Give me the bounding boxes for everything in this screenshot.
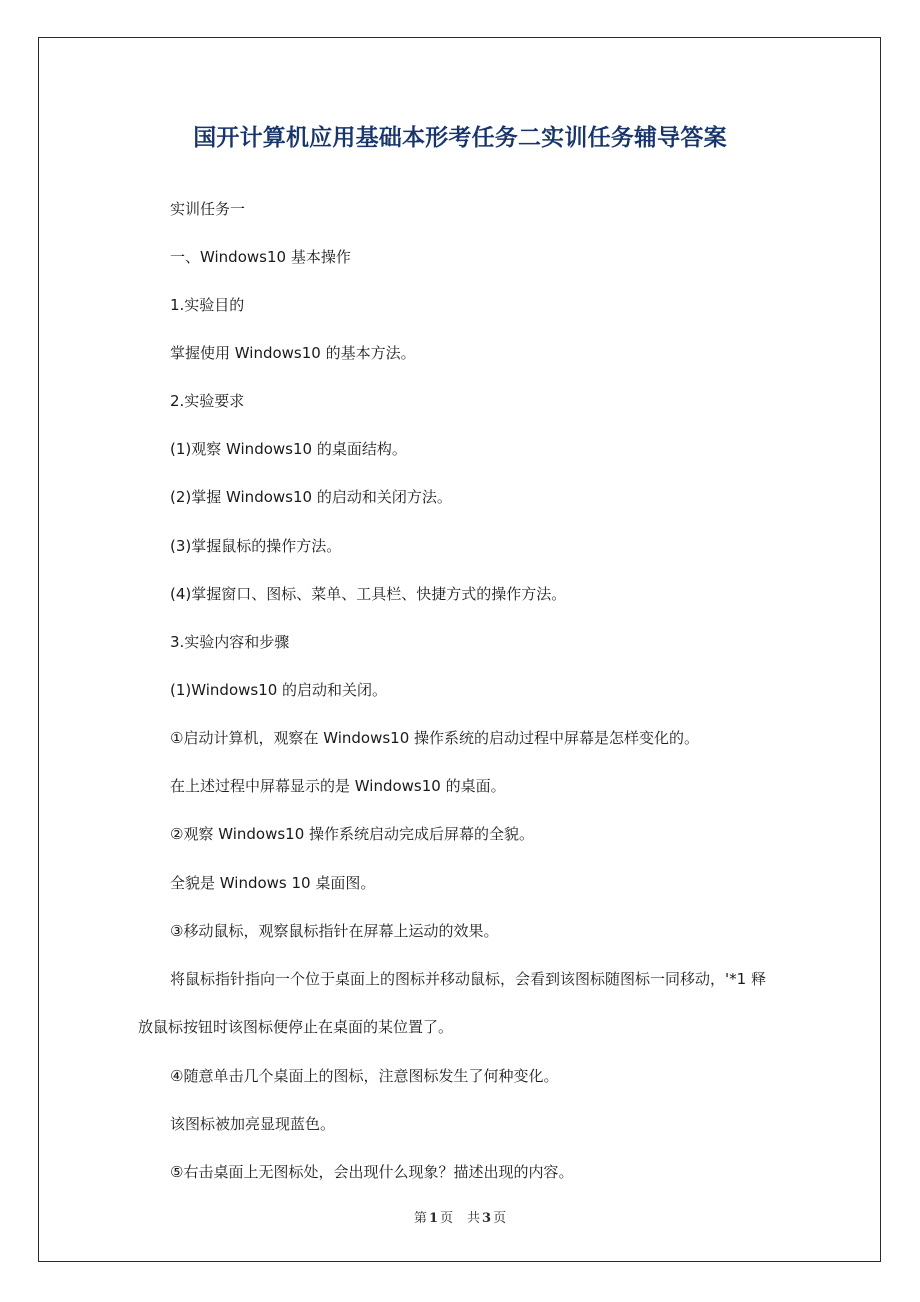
- paragraph-heading-objective: 1.实验目的: [170, 296, 245, 314]
- paragraph-continuation: 放鼠标按钮时该图标便停止在桌面的某位置了。: [138, 1018, 454, 1036]
- footer-page-total: 3: [482, 1211, 492, 1226]
- paragraph: ①启动计算机，观察在 Windows10 操作系统的启动过程中屏幕是怎样变化的。: [170, 729, 700, 747]
- paragraph: 全貌是 Windows 10 桌面图。: [170, 874, 376, 892]
- footer-page-unit: 页: [439, 1211, 453, 1226]
- paragraph: ④随意单击几个桌面上的图标，注意图标发生了何种变化。: [170, 1067, 559, 1085]
- footer-page-current: 1: [428, 1211, 438, 1226]
- paragraph: ⑤右击桌面上无图标处，会出现什么现象？描述出现的内容。: [170, 1163, 574, 1181]
- paragraph-heading-steps: 3.实验内容和步骤: [170, 633, 290, 651]
- paragraph: 该图标被加亮显现蓝色。: [170, 1115, 336, 1133]
- paragraph: 掌握使用 Windows10 的基本方法。: [170, 344, 416, 362]
- paragraph-chapter-heading: 一、Windows10 基本操作: [170, 248, 351, 266]
- footer-total-prefix: 共: [467, 1211, 481, 1226]
- paragraph: ③移动鼠标，观察鼠标指针在屏幕上运动的效果。: [170, 922, 499, 940]
- paragraph: (4)掌握窗口、图标、菜单、工具栏、快捷方式的操作方法。: [170, 585, 567, 603]
- paragraph: (1)Windows10 的启动和关闭。: [170, 681, 388, 699]
- footer-total-unit: 页: [493, 1211, 507, 1226]
- footer-page-prefix: 第: [413, 1211, 427, 1226]
- paragraph: ②观察 Windows10 操作系统启动完成后屏幕的全貌。: [170, 825, 535, 843]
- paragraph-section-heading: 实训任务一: [170, 200, 246, 218]
- paragraph: (1)观察 Windows10 的桌面结构。: [170, 440, 407, 458]
- document-title: 国开计算机应用基础本形考任务二实训任务辅导答案: [193, 125, 727, 151]
- paragraph: (3)掌握鼠标的操作方法。: [170, 537, 342, 555]
- paragraph: 在上述过程中屏幕显示的是 Windows10 的桌面。: [170, 777, 506, 795]
- paragraph-heading-requirements: 2.实验要求: [170, 392, 245, 410]
- paragraph: 将鼠标指针指向一个位于桌面上的图标并移动鼠标，会看到该图标随图标一同移动，'*1 释: [170, 970, 766, 988]
- page-footer: [0, 1207, 920, 1226]
- paragraph: (2)掌握 Windows10 的启动和关闭方法。: [170, 488, 452, 506]
